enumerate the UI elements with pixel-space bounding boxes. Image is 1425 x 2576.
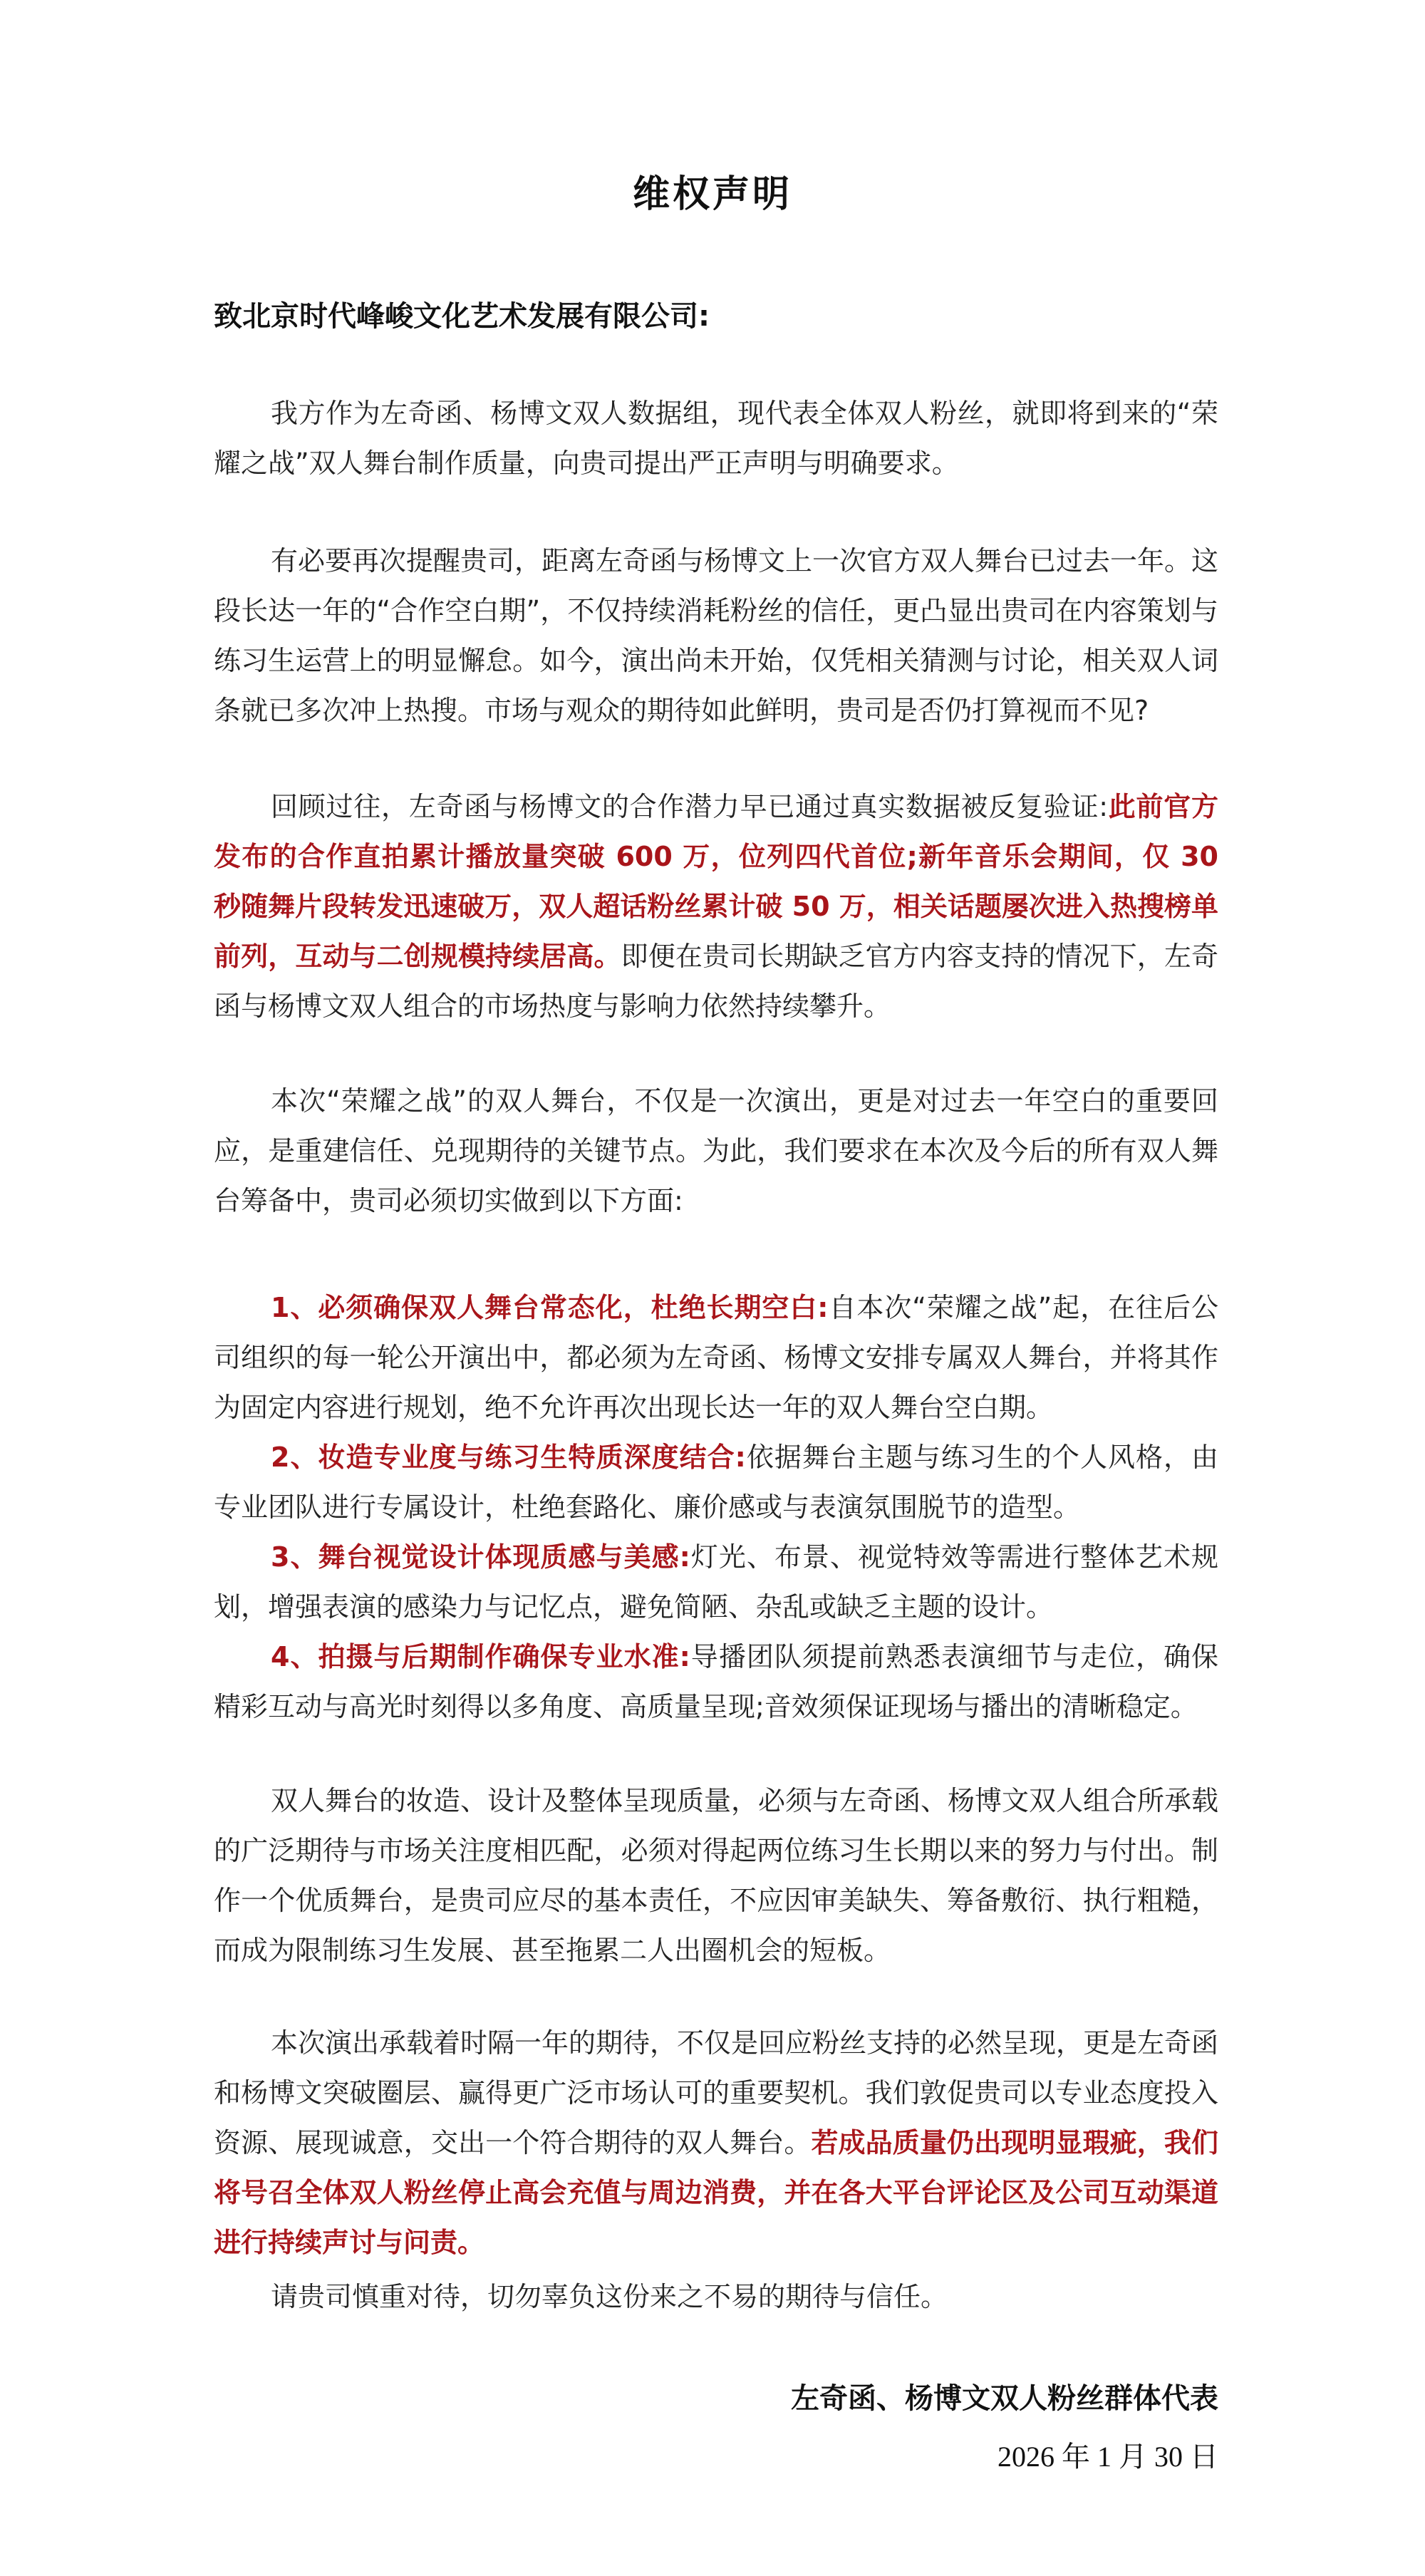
paragraph-data-evidence <box>214 782 1218 1031</box>
requirement-text: 灯光、布景、视觉特效等需进行整体艺术规划，增强表演的感染力与记忆点，避免简陋、杂乱或缺乏主题的设计。 <box>214 1541 1218 1623</box>
requirement-item <box>214 1283 1218 1432</box>
document-title: 维权声明 <box>632 173 792 216</box>
requirement-heading: 2、妆造专业度与练习生特质深度结合: <box>271 1442 746 1473</box>
requirement-heading: 3、舞台视觉设计体现质感与美感: <box>271 1541 690 1573</box>
warning-plain-text: 本次演出承载着时隔一年的期待，不仅是回应粉丝支持的必然呈现，更是左奇函和杨博文突破圈层、赢得更广泛市场认可的重要契机。我们敦促贵司以专业态度投入资源、展现诚意，交出一个符合期待的双人舞台。 <box>214 2027 1219 2158</box>
salutation: 致北京时代峰峻文化艺术发展有限公司: <box>214 300 710 333</box>
paragraph-expectation-warning <box>214 2018 1218 2267</box>
paragraph-requirements-intro: 本次“荣耀之战”的双人舞台，不仅是一次演出，更是对过去一年空白的重要回应，是重建信任、兑现期待的关键节点。为此，我们要求在本次及今后的所有双人舞台筹备中，贵司必须切实做到以下方面: <box>214 1085 1218 1216</box>
evidence-conclusion-text: 即便在贵司长期缺乏官方内容支持的情况下，左奇函与杨博文双人组合的市场热度与影响力依然持续攀升。 <box>214 941 1218 1022</box>
paragraph-quality-demand: 双人舞台的妆造、设计及整体呈现质量，必须与左奇函、杨博文双人组合所承载的广泛期待与市场关注度相匹配，必须对得起两位练习生长期以来的努力与付出。制作一个优质舞台，是贵司应尽的基本责任，不应因审美缺失、筹备敷衍、执行粗糙，而成为限制练习生发展、甚至拖累二人出圈机会的短板。 <box>214 1785 1219 1966</box>
requirement-item <box>214 1432 1218 1532</box>
warning-highlight-text: 若成品质量仍出现明显瑕疵，我们将号召全体双人粉丝停止高会充值与周边消费，并在各大平台评论区及公司互动渠道进行持续声讨与问责。 <box>214 2127 1218 2258</box>
requirement-text: 依据舞台主题与练习生的个人风格，由专业团队进行专属设计，杜绝套路化、廉价感或与表演氛围脱节的造型。 <box>214 1442 1218 1523</box>
requirement-text: 导播团队须提前熟悉表演细节与走位，确保精彩互动与高光时刻得以多角度、高质量呈现;音效须保证现场与播出的清晰稳定。 <box>214 1641 1218 1722</box>
evidence-intro-text: 回顾过往，左奇函与杨博文的合作潜力早已通过真实数据被反复验证: <box>271 791 1109 822</box>
evidence-highlight-text: 此前官方发布的合作直拍累计播放量突破 600 万，位列四代首位;新年音乐会期间，仅 30 秒随舞片段转发迅速破万，双人超话粉丝累计破 50 万，相关话题屡次进入热搜榜单前列，互动与二创规模持续居高。 <box>214 791 1218 972</box>
signature-name: 左奇函、杨博文双人粉丝群体代表 <box>791 2382 1218 2415</box>
requirement-item <box>214 1632 1218 1732</box>
requirements-list <box>214 1283 1218 1732</box>
requirement-heading: 4、拍摄与后期制作确保专业水准: <box>271 1641 690 1672</box>
paragraph-intro: 我方作为左奇函、杨博文双人数据组，现代表全体双人粉丝，就即将到来的“荣耀之战”双人舞台制作质量，向贵司提出严正声明与明确要求。 <box>214 398 1218 479</box>
paragraph-closing: 请贵司慎重对待，切勿辜负这份来之不易的期待与信任。 <box>271 2281 948 2312</box>
requirement-heading: 1、必须确保双人舞台常态化，杜绝长期空白: <box>271 1292 829 1323</box>
requirement-item <box>214 1532 1218 1632</box>
paragraph-reminder: 有必要再次提醒贵司，距离左奇函与杨博文上一次官方双人舞台已过去一年。这段长达一年的“合作空白期”，不仅持续消耗粉丝的信任，更凸显出贵司在内容策划与练习生运营上的明显懈怠。如今，演出尚未开始，仅凭相关猜测与讨论，相关双人词条就已多次冲上热搜。市场与观众的期待如此鲜明，贵司是否仍打算视而不见? <box>214 545 1219 726</box>
signature-date: 2026 年 1 月 30 日 <box>998 2441 1218 2473</box>
requirement-text: 自本次“荣耀之战”起，在往后公司组织的每一轮公开演出中，都必须为左奇函、杨博文安排专属双人舞台，并将其作为固定内容进行规划，绝不允许再次出现长达一年的双人舞台空白期。 <box>214 1292 1219 1423</box>
